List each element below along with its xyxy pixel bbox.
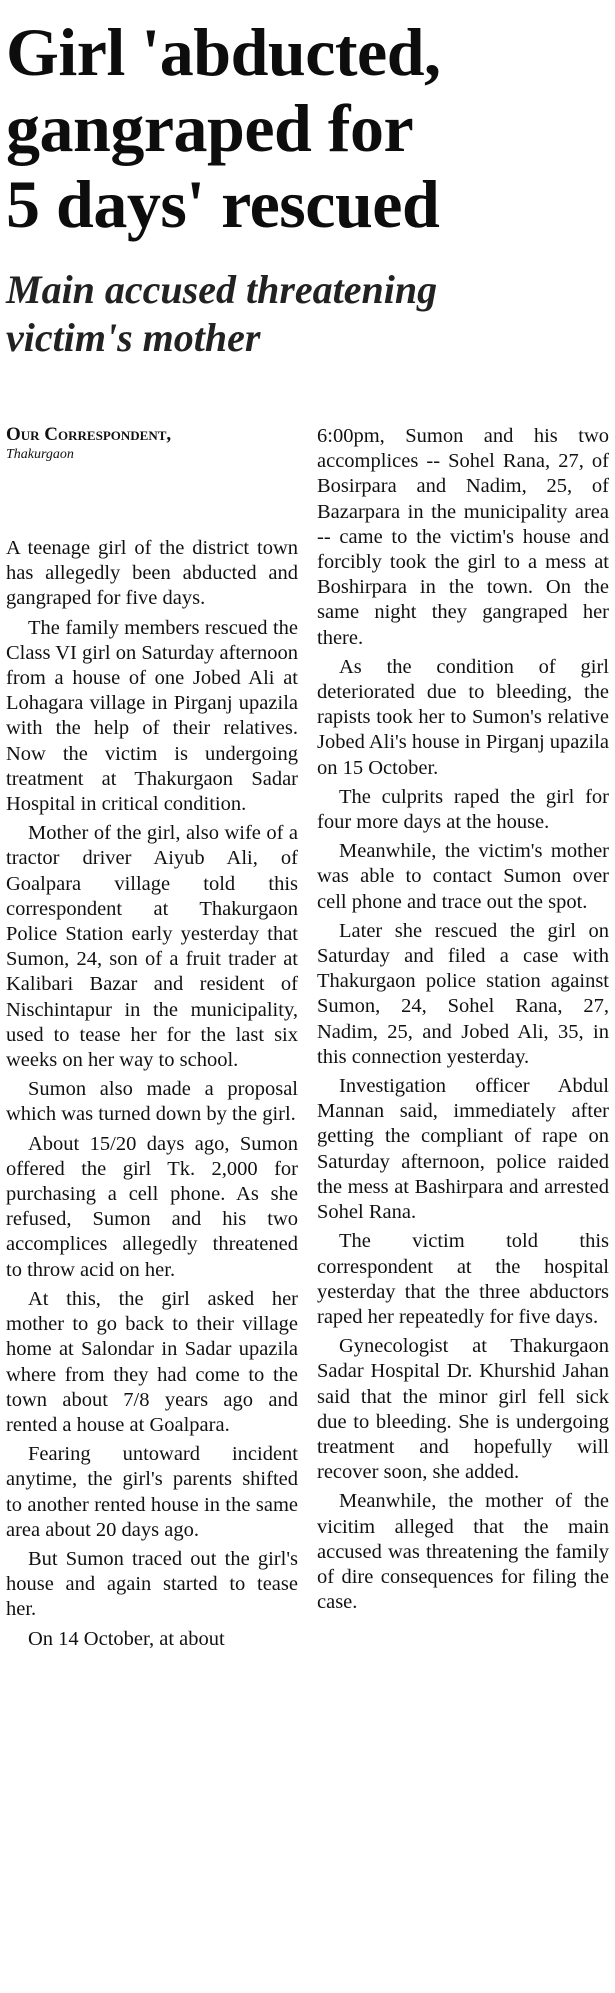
paragraph: Meanwhile, the mother of the vicitim alleged that the main accused was threatening the family of dire consequences for filing the case.	[317, 1490, 609, 1614]
byline: Our Correspondent,	[6, 424, 172, 445]
paragraph: As the condition of girl deteriorated due to bleeding, the rapists took her to Sumon's relative Jobed Ali's house in Pirganj upazila on 15 October.	[317, 655, 609, 779]
paragraph: Gynecologist at Thakurgaon Sadar Hospital Dr. Khurshid Jahan said that the minor girl fell sick due to bleeding. She is undergoing treatment and hopefully will recover soon, she added.	[317, 1335, 609, 1484]
subheadline-line: victim's mother	[6, 315, 261, 360]
right-column-body	[317, 424, 609, 1615]
paragraph: Mother of the girl, also wife of a tractor driver Aiyub Ali, of Goalpara village told this correspondent at Thakurgaon Police Station early yesterday that Sumon, 24, son of a fruit trader at Kalibari Bazar and resident of Nischintapur in the municipality, used to tease her for the last six weeks on her way to school.	[6, 822, 298, 1072]
paragraph: Sumon also made a proposal which was turned down by the girl.	[6, 1078, 298, 1126]
paragraph: At this, the girl asked her mother to go back to their village home at Salondar in Sadar upazila where from they had come to the town about 7/8 years ago and rented a house at Goalpara.	[6, 1287, 298, 1436]
paragraph: The culprits raped the girl for four more days at the house.	[317, 785, 609, 834]
paragraph: On 14 October, at about	[28, 1627, 225, 1650]
right-column	[317, 424, 609, 1619]
dateline: Thakurgaon	[6, 447, 74, 462]
paragraph: Investigation officer Abdul Mannan said, immediately after getting the compliant of rape on Saturday afternoon, police raided the mess at Bashirpara and arrested Sohel Rana.	[317, 1075, 609, 1224]
paragraph: About 15/20 days ago, Sumon offered the girl Tk. 2,000 for purchasing a cell phone. As she refused, Sumon and his two accomplices allegedly threatened to throw acid on her.	[6, 1132, 298, 1281]
paragraph: But Sumon traced out the girl's house and again started to tease her.	[6, 1547, 298, 1621]
paragraph: The victim told this correspondent at the hospital yesterday that the three abductors raped her repeatedly for five days.	[317, 1230, 609, 1328]
byline-block	[6, 424, 298, 478]
paragraph: Fearing untoward incident anytime, the girl's parents shifted to another rented house in the same area about 20 days ago.	[6, 1443, 298, 1541]
paragraph: Meanwhile, the victim's mother was able to contact Sumon over cell phone and trace out the spot.	[317, 840, 609, 913]
subheadline	[6, 266, 609, 362]
subheadline-line: Main accused threatening	[6, 267, 438, 312]
news-clipping	[6, 0, 609, 1993]
paragraph: A teenage girl of the district town has allegedly been abducted and gangraped for five days.	[6, 537, 298, 610]
paragraph: 6:00pm, Sumon and his two accomplices -- Sohel Rana, 27, of Bosirpara and Nadim, 25, of Bazarpara in the municipality area -- came to the victim's house and forcibly took the girl to a mess at Boshirpara in the town. On the same night they gangraped her there.	[317, 425, 609, 649]
paragraph: Later she rescued the girl on Saturday and filed a case with Thakurgaon police station against Sumon, 24, Sohel Rana, 27, Nadim, 25, and Jobed Ali, 35, in this connection yesterday.	[317, 919, 609, 1068]
headline-line: gangraped for	[6, 90, 414, 166]
paragraph: The family members rescued the Class VI girl on Saturday afternoon from a house of one Jobed Ali at Lohagara village in Pirganj upazila with the help of their relatives. Now the victim is undergoing treatment at Thakurgaon Sadar Hospital in critical condition.	[6, 616, 298, 816]
headline-line: Girl 'abducted,	[6, 14, 441, 90]
left-column-body	[6, 536, 298, 1652]
left-column	[6, 424, 298, 1656]
headline-line: 5 days' rescued	[6, 166, 440, 242]
headline	[6, 14, 609, 242]
